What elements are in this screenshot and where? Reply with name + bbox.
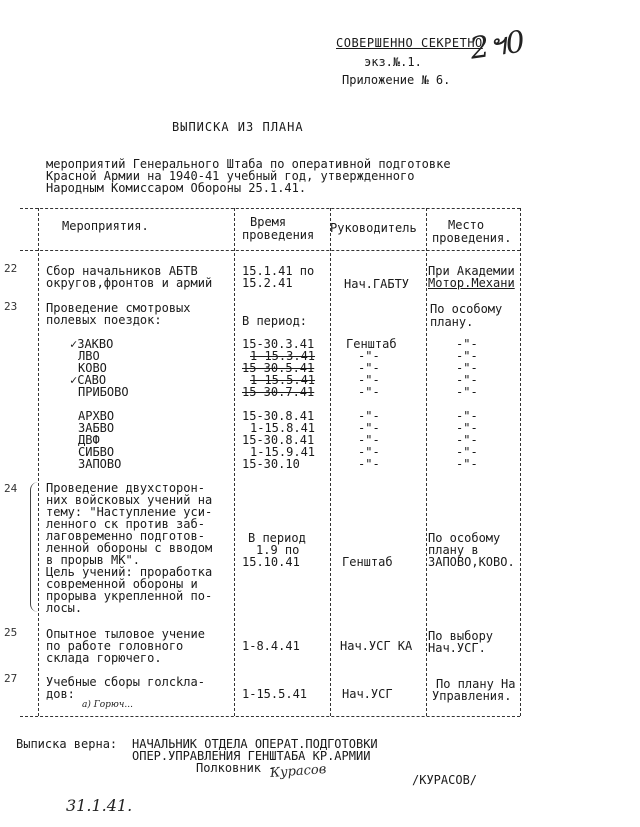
row-event-text: тему: "Наступление уси- [46,505,213,519]
district-name: ✓ЗАКВО [70,337,114,351]
district-leader: -"- [358,349,380,363]
row-leader: Генштаб [342,555,393,569]
district-leader: -"- [358,445,380,459]
row-place: Управления. [432,689,512,703]
row-event-text: полевых поездок: [46,313,162,327]
row-event-text: Сбор начальников АБТВ [46,264,198,278]
row-event-text: лаговременно подготов- [46,529,205,543]
row-place: По особому [430,302,503,316]
district-time: 15-30.3.41 [242,337,315,351]
row-event-text: ленной обороны с вводом [46,541,213,555]
table-header-border [20,250,520,251]
table-bottom-border [20,716,520,717]
row-place: По выбору [428,629,494,643]
row-place: плану. [430,315,474,329]
district-leader: -"- [358,457,380,471]
row-place: Мотор.Механи [428,276,515,290]
table-column-divider [330,208,331,716]
district-place: -"- [456,385,478,399]
row-number: 27 [4,672,18,685]
row-time: 1-8.4.41 [242,639,300,653]
header-place: проведения. [432,231,512,245]
subtitle-line: мероприятий Генерального Штаба по оперативной подготовке [46,157,451,171]
row-event-text: Опытное тыловое учение [46,627,205,641]
row-event-text: склада горючего. [46,651,162,665]
signatory-name: /КУРАСОВ/ [412,773,478,787]
district-name: ДВФ [78,433,100,447]
header-leader: Руководитель [330,221,417,235]
subtitle-line: Народным Комиссаром Обороны 25.1.41. [46,181,307,195]
district-time: 15-30.7.41 [242,385,315,399]
district-time: 15-30.8.41 [242,433,315,447]
district-leader: Генштаб [346,337,397,351]
margin-bracket [30,482,39,612]
district-name: СИБВО [78,445,115,459]
row-event-text: в прорыв МК". [46,553,140,567]
district-name: ЗАПОВО [78,457,122,471]
district-place: -"- [456,445,478,459]
header-event: Мероприятия. [62,219,149,233]
row-event-text: дов: [46,687,75,701]
classification-stamp: СОВЕРШЕННО СЕКРЕТНО [336,36,483,50]
row-time: 15.1.41 по [242,264,315,278]
district-place: -"- [456,409,478,423]
row-time: 1.9 по [256,543,300,557]
row-time: В период [248,531,306,545]
row-event-text: Цель учений: проработка [46,565,213,579]
row-event-text: по работе головного [46,639,184,653]
district-name: ПРИБОВО [78,385,129,399]
row-place: При Академии [428,264,515,278]
district-name: ✓САВО [70,373,107,387]
table-right-border [520,208,521,716]
document-title: ВЫПИСКА ИЗ ПЛАНА [172,120,304,134]
district-time: 1-15.9.41 [250,445,316,459]
district-leader: -"- [358,373,380,387]
row-place: По особому [428,531,501,545]
row-event-text: Проведение смотровых [46,301,191,315]
district-time: 15-30.8.41 [242,409,315,423]
row-number: 22 [4,262,18,275]
district-time: 1-15.5.41 [250,373,316,387]
handwritten-date: 31.1.41. [66,796,133,815]
row-event-text: них войсковых учений на [46,493,213,507]
district-leader: -"- [358,421,380,435]
table-column-divider [426,208,427,716]
table-left-border [38,208,39,716]
district-leader: -"- [358,385,380,399]
district-place: -"- [456,337,478,351]
district-place: -"- [456,349,478,363]
row-time: 1-15.5.41 [242,687,308,701]
header-time: Время [250,215,287,229]
table-column-divider [234,208,235,716]
appendix-label: Приложение № 6. [342,73,451,87]
district-time: 15-30.10 [242,457,300,471]
district-place: -"- [456,421,478,435]
row-event-text: округов,фронтов и армий [46,276,213,290]
row-place: ЗАПОВО,КОВО. [428,555,515,569]
table-top-border [20,208,520,209]
row-event-text: Учебные сборы голсkла- [46,675,205,689]
district-time: 1-15.3.41 [250,349,316,363]
district-leader: -"- [358,433,380,447]
district-place: -"- [456,373,478,387]
row-event-text: прорыва укрепленной по- [46,589,213,603]
subtitle-line: Красной Армии на 1940-41 учебный год, утвержденного [46,169,415,183]
signatory-position: НАЧАЛЬНИК ОТДЕЛА ОПЕРАТ.ПОДГОТОВКИ [132,737,378,751]
row-leader: Нач.УСГ [342,687,393,701]
row-number: 23 [4,300,18,313]
row-event-text: Проведение двухсторон- [46,481,205,495]
district-leader: -"- [358,361,380,375]
header-place: Место [448,218,485,232]
district-name: ЛВО [78,349,100,363]
handwritten-note: а) Горюч... [82,700,133,710]
row-leader: Нач.ГАБТУ [344,277,410,291]
district-place: -"- [456,433,478,447]
row-event-text: современной обороны и [46,577,198,591]
row-place: По плану На [436,677,516,691]
district-place: -"- [456,457,478,471]
row-time: 15.10.41 [242,555,300,569]
district-time: 15-30.5.41 [242,361,315,375]
row-place: плану в [428,543,479,557]
row-time: 15.2.41 [242,276,293,290]
row-event-text: лосы. [46,601,83,615]
signatory-rank: Полковник - [196,761,276,775]
header-time: проведения [242,228,315,242]
signatory-position: ОПЕР.УПРАВЛЕНИЯ ГЕНШТАБА КР.АРМИИ [132,749,371,763]
district-leader: -"- [358,409,380,423]
copy-number: экз.№.1. [364,55,422,69]
row-time: В период: [242,314,308,328]
handwritten-sheet-number: 2ฯ0 [467,24,528,67]
certified-label: Выписка верна: [16,737,118,751]
district-place: -"- [456,361,478,375]
district-name: АРХВО [78,409,115,423]
row-leader: Нач.УСГ КА [340,639,413,653]
row-number: 25 [4,626,18,639]
row-event-text: ленного ск против заб- [46,517,205,531]
district-name: КОВО [78,361,107,375]
row-number: 24 [4,482,18,495]
signature: Курасов [269,762,327,781]
row-place: Нач.УСГ. [428,641,486,655]
district-time: 1-15.8.41 [250,421,316,435]
district-name: ЗАБВО [78,421,115,435]
